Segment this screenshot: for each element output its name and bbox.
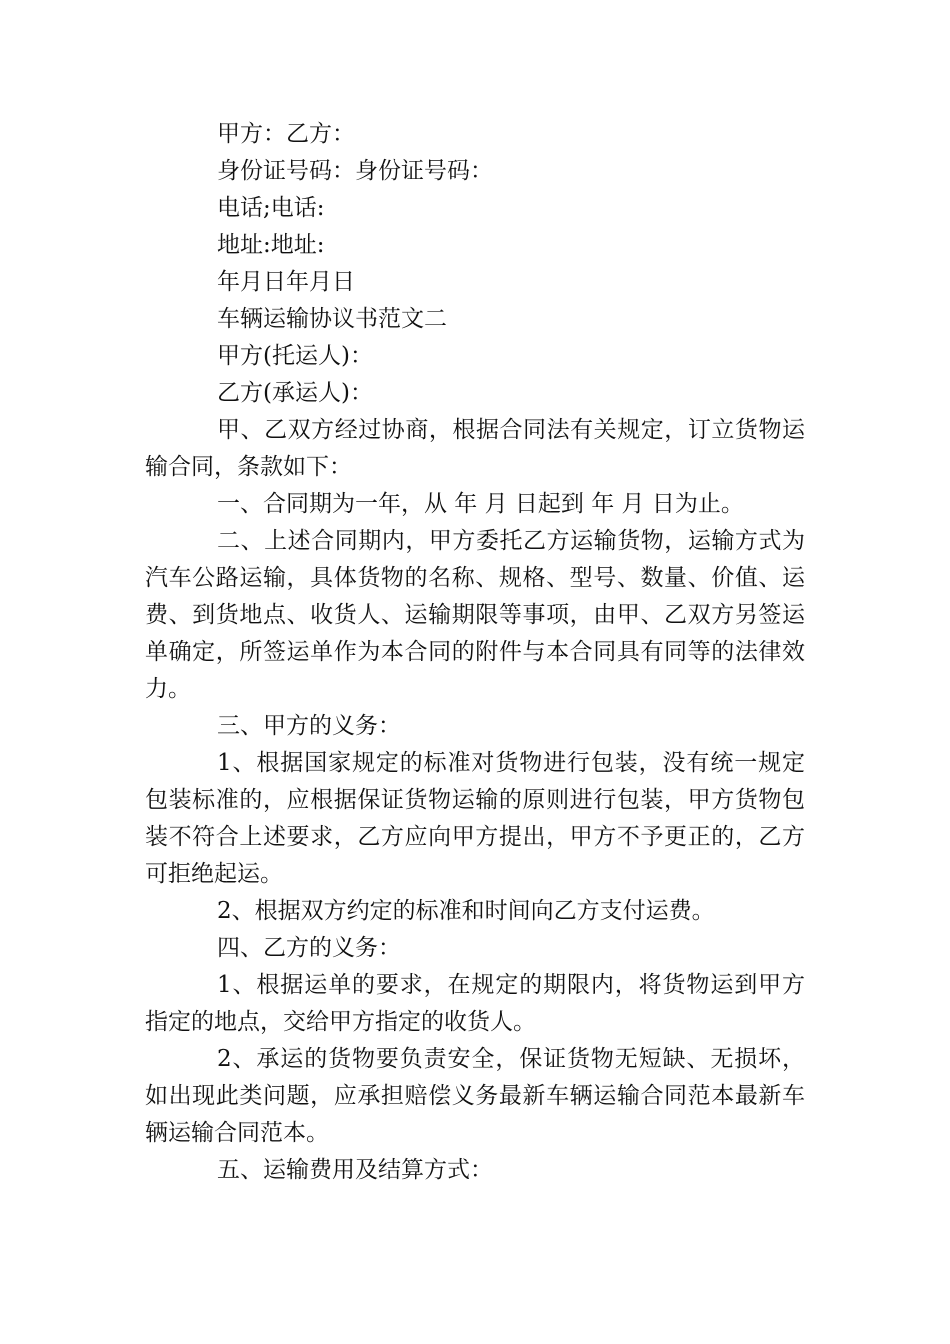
clause-3-item-2: 2、根据双方约定的标准和时间向乙方支付运费。 xyxy=(217,898,715,924)
id-number-line: 身份证号码：身份证号码： xyxy=(217,158,493,184)
party-header-line: 甲方：乙方： xyxy=(217,121,355,147)
clause-5-heading: 五、运输费用及结算方式： xyxy=(217,1157,493,1183)
clause-4-item-1: 1、根据运单的要求，在规定的期限内，将货物运到甲方指定的地点，交给甲方指定的收货人。 xyxy=(145,972,805,1035)
section-title: 车辆运输协议书范文二 xyxy=(217,306,447,332)
clause-4-heading: 四、乙方的义务： xyxy=(217,935,401,961)
party-b-line: 乙方(承运人)： xyxy=(217,380,373,406)
clause-1: 一、合同期为一年，从 年 月 日起到 年 月 日为止。 xyxy=(217,491,744,517)
clause-3-heading: 三、甲方的义务： xyxy=(217,713,401,739)
document-page xyxy=(145,116,805,1189)
preamble-paragraph: 甲、乙双方经过协商，根据合同法有关规定，订立货物运输合同，条款如下： xyxy=(145,417,805,480)
phone-line: 电话;电话: xyxy=(217,195,325,221)
party-a-line: 甲方(托运人)： xyxy=(217,343,373,369)
address-line: 地址:地址: xyxy=(217,232,325,258)
clause-4-item-2: 2、承运的货物要负责安全，保证货物无短缺、无损坏，如出现此类问题，应承担赔偿义务最新车辆运输合同范本最新车辆运输合同范本。 xyxy=(145,1046,805,1146)
date-line: 年月日年月日 xyxy=(217,269,355,295)
clause-2: 二、上述合同期内，甲方委托乙方运输货物，运输方式为汽车公路运输，具体货物的名称、规格、型号、数量、价值、运费、到货地点、收货人、运输期限等事项，由甲、乙双方另签运单确定，所签运单作为本合同的附件与本合同具有同等的法律效力。 xyxy=(145,528,805,702)
clause-3-item-1: 1、根据国家规定的标准对货物进行包装，没有统一规定包装标准的，应根据保证货物运输的原则进行包装，甲方货物包装不符合上述要求，乙方应向甲方提出，甲方不予更正的，乙方可拒绝起运。 xyxy=(145,750,805,887)
